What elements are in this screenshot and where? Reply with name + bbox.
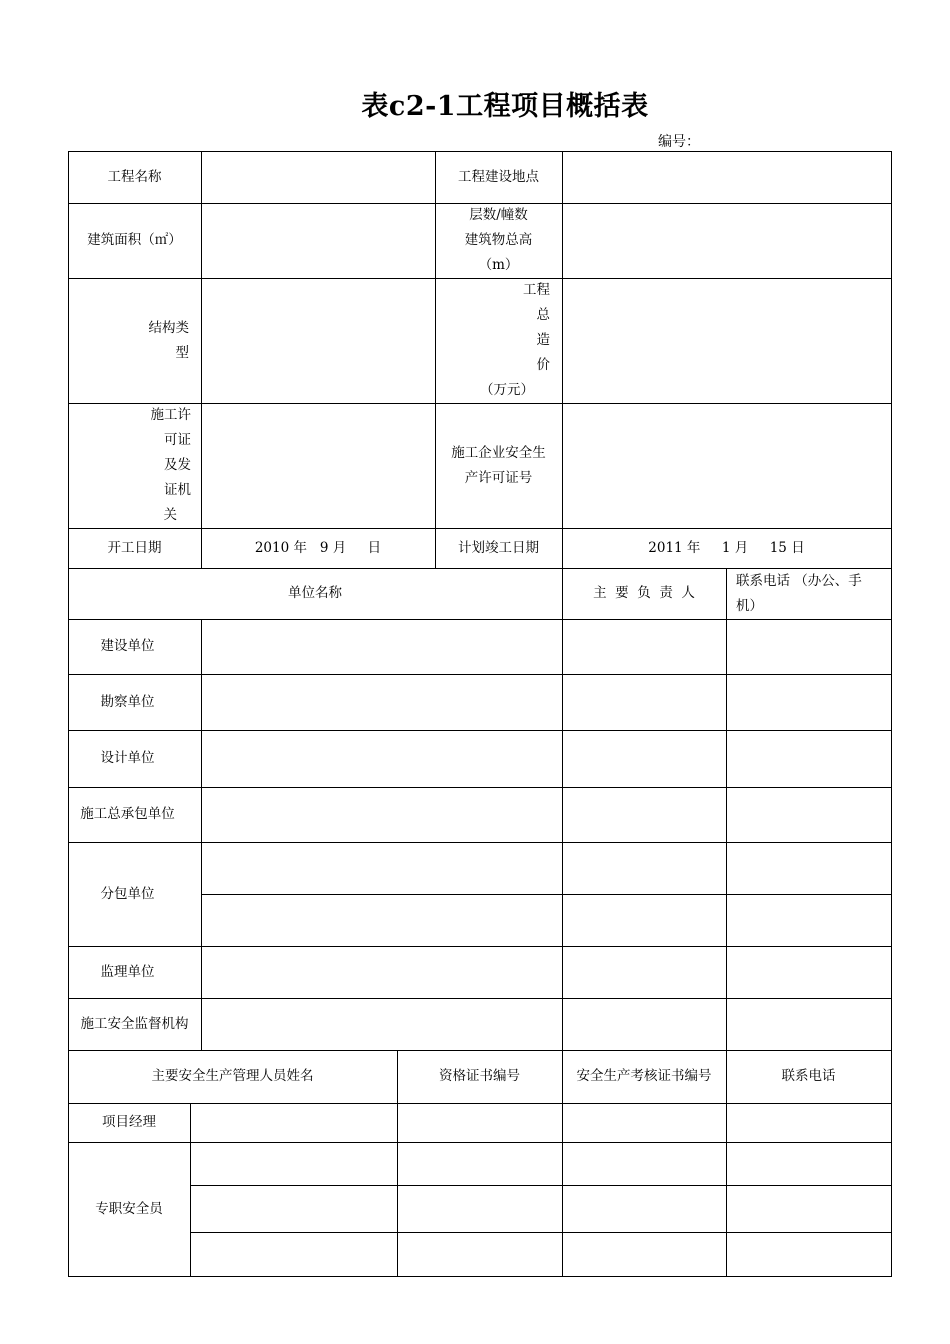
personnel-cert-header: 资格证书编号 <box>439 1068 520 1084</box>
table-rule <box>68 842 892 843</box>
table-rule <box>891 151 892 1277</box>
total-cost-label <box>435 278 562 403</box>
unit-row-label: 建设单位 <box>100 638 155 654</box>
project-location-value[interactable] <box>562 151 891 203</box>
safety-permit-line: 产许可证号 <box>464 469 533 486</box>
total-cost-value[interactable] <box>562 278 891 403</box>
unit-row-label: 设计单位 <box>100 750 155 766</box>
cost-label-line: 价 <box>536 357 550 373</box>
cost-label-line: 总 <box>536 307 550 323</box>
floors-height-label <box>435 203 562 278</box>
table-rule <box>201 894 892 895</box>
table-rule <box>190 1103 191 1277</box>
project-manager-label: 项目经理 <box>102 1114 156 1130</box>
phone-header-line: 联系电话 （办公、手 <box>736 572 862 589</box>
floors-label-line: 层数/幢数 <box>469 207 528 223</box>
phone-header-line: 机） <box>736 597 763 614</box>
personnel-exam-header: 安全生产考核证书编号 <box>576 1068 712 1084</box>
table-rule <box>68 674 892 675</box>
table-rule <box>68 1103 892 1104</box>
safety-permit-label <box>435 403 562 528</box>
unit-row-label: 勘察单位 <box>100 693 155 710</box>
start-date-value[interactable]: 2010 年 9 月 日 <box>254 539 382 556</box>
permit-label-line: 可证 <box>164 432 191 448</box>
structure-type-label <box>68 278 201 403</box>
construction-permit-value[interactable] <box>201 403 435 528</box>
unit-row-label: 施工安全监督机构 <box>80 1015 189 1032</box>
project-location-label: 工程建设地点 <box>458 168 539 185</box>
personnel-phone-header: 联系电话 <box>781 1068 836 1084</box>
table-rule <box>68 1276 892 1277</box>
start-date-label: 开工日期 <box>107 539 162 556</box>
page-title: 表c2-1工程项目概括表 <box>361 91 649 122</box>
table-rule <box>201 619 202 1051</box>
completion-date-label: 计划竣工日期 <box>458 539 539 556</box>
unit-row-label: 监理单位 <box>100 963 155 980</box>
floors-height-value[interactable] <box>562 203 891 278</box>
doc-number-label: 编号： <box>658 134 700 150</box>
table-rule <box>68 1142 892 1143</box>
completion-date-value[interactable]: 2011 年 1 月 15 日 <box>648 539 805 556</box>
floors-label-line: （m） <box>478 257 519 273</box>
permit-label-line: 关 <box>163 507 177 523</box>
structure-label-line: 结构类 <box>148 319 189 336</box>
permit-label-line: 施工许 <box>150 407 191 423</box>
table-rule <box>562 568 563 1051</box>
table-rule <box>190 1185 892 1186</box>
safety-officer-label: 专职安全员 <box>95 1200 163 1217</box>
unit-row-label: 分包单位 <box>100 885 155 902</box>
table-rule <box>68 787 892 788</box>
unit-row-label: 施工总承包单位 <box>80 806 175 822</box>
safety-permit-value[interactable] <box>562 403 891 528</box>
personnel-name-header: 主要安全生产管理人员姓名 <box>151 1068 314 1084</box>
permit-label-line: 及发 <box>164 457 191 473</box>
building-area-value[interactable] <box>201 203 435 278</box>
project-name-label: 工程名称 <box>107 168 162 185</box>
cost-label-line: （万元） <box>480 382 534 398</box>
table-rule <box>68 619 892 620</box>
table-rule <box>190 1232 892 1233</box>
table-rule <box>726 568 727 1277</box>
construction-permit-label <box>68 403 201 528</box>
project-name-value[interactable] <box>201 151 435 203</box>
safety-permit-line: 施工企业安全生 <box>451 444 546 461</box>
cost-label-line: 工程 <box>523 282 550 298</box>
structure-type-value[interactable] <box>201 278 435 403</box>
unit-leader-header: 主 要 负 责 人 <box>593 585 695 601</box>
floors-label-line: 建筑物总高 <box>464 232 533 248</box>
table-rule <box>68 730 892 731</box>
unit-phone-header <box>726 568 891 619</box>
permit-label-line: 证机 <box>164 482 191 498</box>
table-rule <box>68 946 892 947</box>
cost-label-line: 造 <box>536 332 550 348</box>
structure-label-line: 型 <box>175 344 189 361</box>
unit-name-header: 单位名称 <box>288 585 342 601</box>
building-area-label: 建筑面积（㎡） <box>87 232 182 248</box>
